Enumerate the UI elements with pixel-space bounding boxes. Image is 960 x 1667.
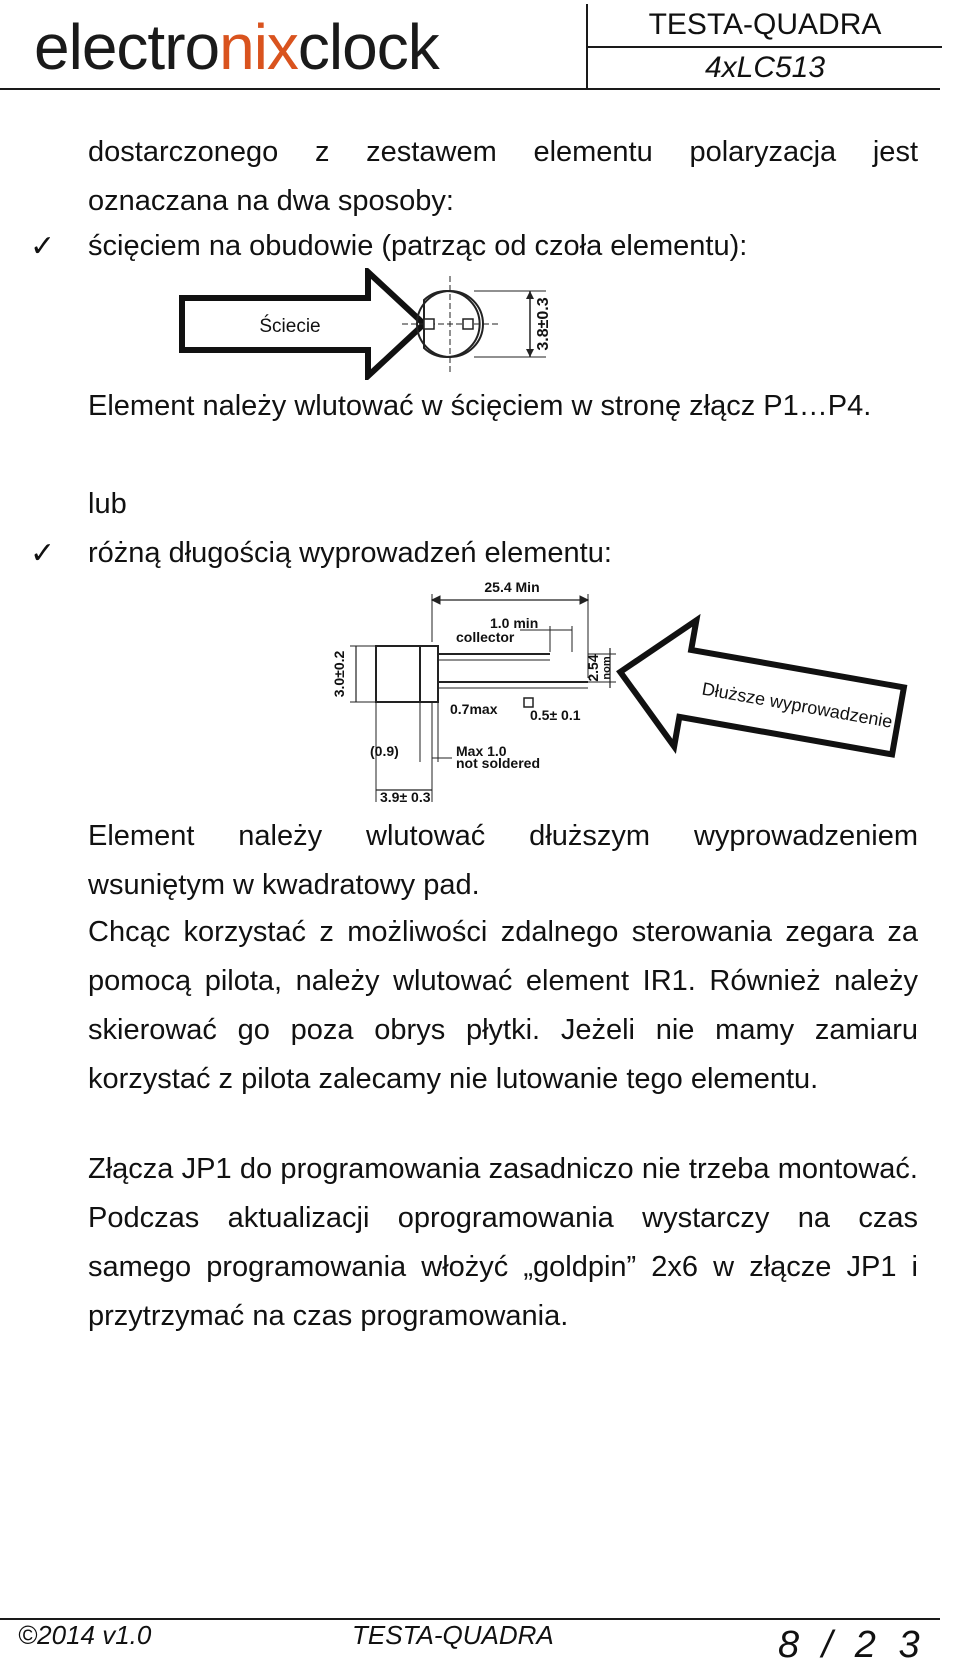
- paragraph-lead-instruction: Element należy wlutować dłuższym wyprowadzeniem wsuniętym w kwadratowy pad.: [88, 820, 918, 901]
- dim-pitch: 2.54: [585, 654, 601, 682]
- max-label: Max 1.0: [456, 743, 507, 759]
- not-soldered-label: not soldered: [456, 755, 541, 771]
- dim-min: 1.0 min: [490, 615, 539, 631]
- arrow-cut-label: Ściecie: [259, 316, 321, 337]
- check-icon: ✓: [30, 230, 56, 263]
- paragraph-intro: dostarczonego z zestawem elementu polaryzacja jest oznaczana na dwa sposoby:: [88, 136, 918, 217]
- header-subtitle: 4xLC513: [704, 51, 826, 84]
- arrow-longer-lead-label: Dłuższe wyprowadzenie: [700, 678, 895, 732]
- page-number: 8 / 2 3: [778, 1624, 926, 1666]
- diagram-cut-marking: [178, 268, 598, 380]
- logo-part-3: clock: [297, 11, 439, 83]
- logo-part-1: electro: [34, 11, 220, 83]
- footer-title: TESTA-QUADRA: [352, 1620, 554, 1650]
- diagram-lead-length: [320, 578, 950, 818]
- collector-label: collector: [456, 629, 515, 645]
- header-title: TESTA-QUADRA: [588, 4, 942, 48]
- header-title-box: [586, 4, 942, 88]
- arrow-longer-lead: [609, 609, 909, 784]
- dim-height: 3.0±0.2: [331, 650, 347, 698]
- dim-max: 0.7max: [450, 701, 498, 717]
- dim-pitch-unit: nom: [601, 656, 613, 680]
- bullet-lead-length: różną długością wyprowadzeń elementu:: [88, 537, 612, 569]
- bullet-cut: ścięciem na obudowie (patrząc od czoła elementu):: [88, 230, 748, 262]
- brand-logo: [34, 6, 439, 88]
- dim-bottom: 3.9± 0.3: [380, 789, 431, 805]
- dim-square-pad: 0.5± 0.1: [530, 707, 581, 723]
- paragraph-cut-instruction: Element należy wlutować w ścięciem w stronę złącz P1…P4.: [88, 390, 872, 422]
- footer-copyright: ©2014 v1.0: [18, 1620, 152, 1650]
- paragraph-jp1-programming: Złącza JP1 do programowania zasadniczo nie trzeba montować. Podczas aktualizacji oprogramowania wystarczy na czas samego programowania włożyć „goldpin” 2x6 w złącze JP1 i przytrzymać na czas programowania.: [88, 1153, 918, 1332]
- component-top-view: [402, 276, 546, 372]
- paragraph-ir-remote: Chcąc korzystać z możliwości zdalnego sterowania zegara za pomocą pilota, należy wlutować element IR1. Również należy skierować go poza obrys płytki. Jeżeli nie mamy zamiaru korzystać z pilota zalecamy nie lutowanie tego elementu.: [88, 916, 918, 1095]
- dim-diameter: 3.8±0.3: [535, 297, 552, 351]
- check-icon-2: ✓: [30, 537, 56, 570]
- paragraph-or: lub: [88, 488, 127, 520]
- logo-part-2: nix: [219, 11, 298, 83]
- dim-09: (0.9): [370, 743, 399, 759]
- dim-lead-min: 25.4 Min: [484, 579, 540, 595]
- header-divider: [0, 88, 940, 90]
